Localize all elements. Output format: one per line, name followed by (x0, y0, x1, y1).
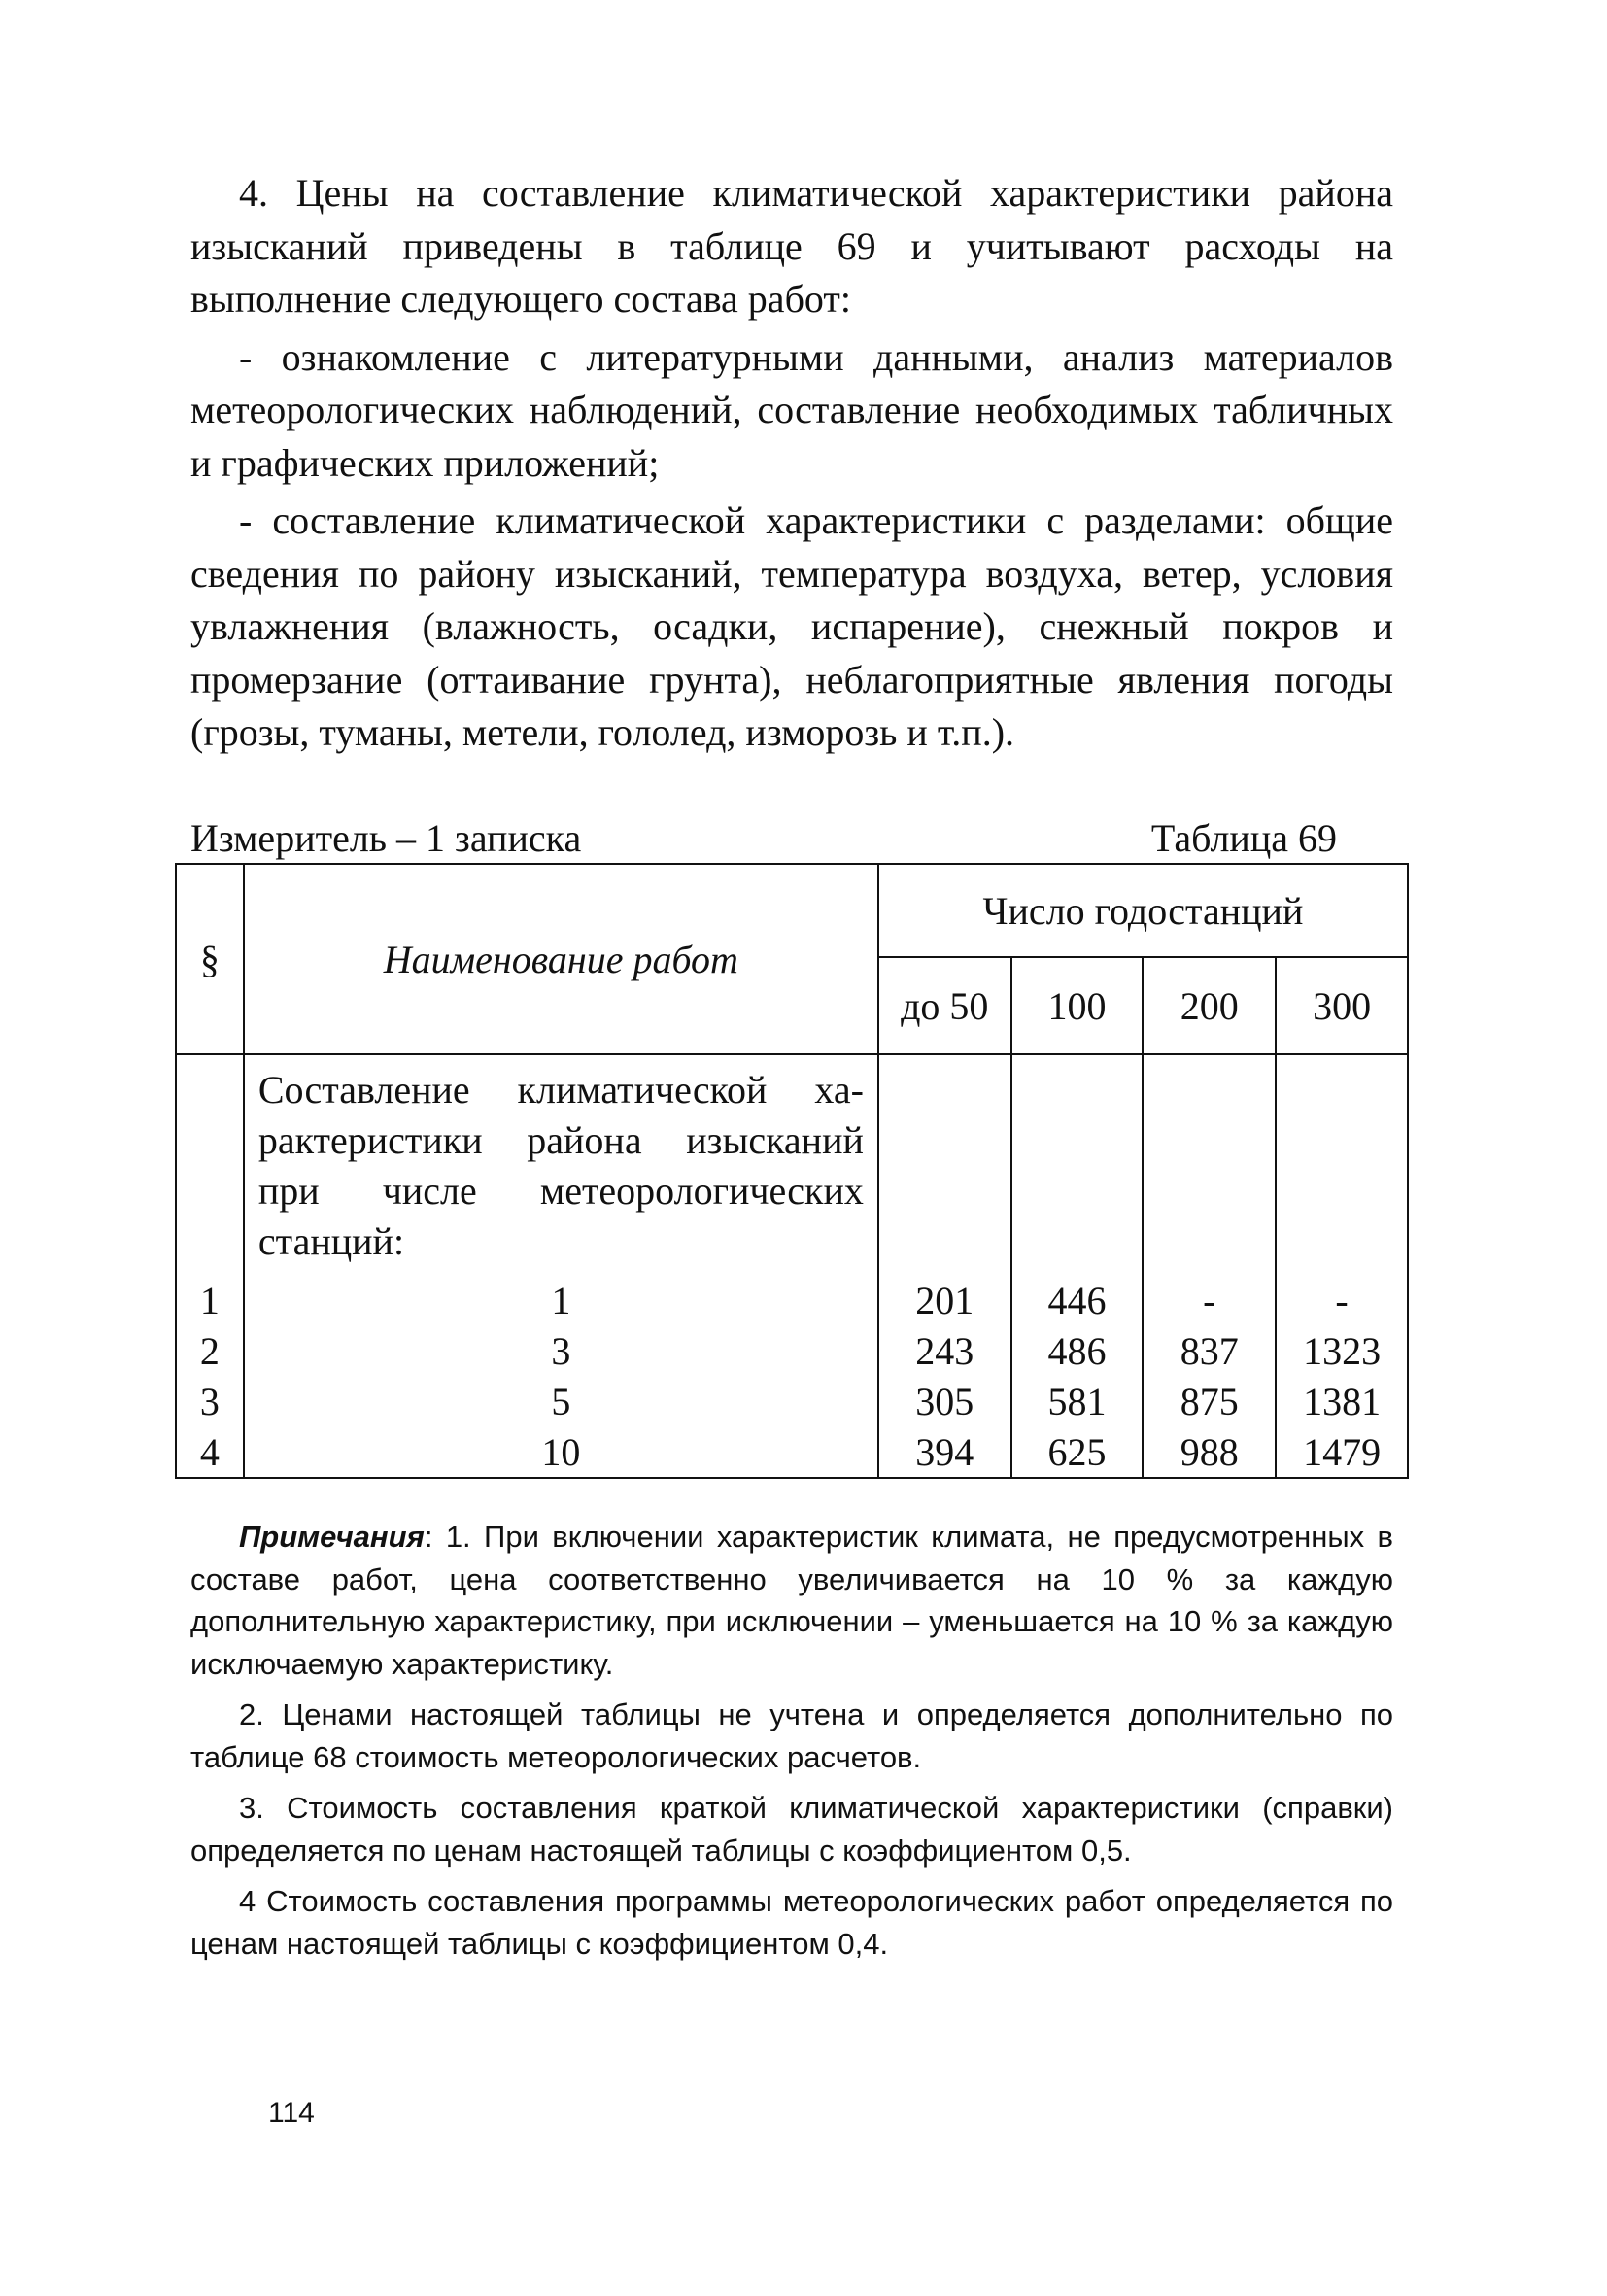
row-description (244, 1054, 878, 1275)
note-text: 1. При включении характеристик климата, не предусмотренных в составе работ, цена соответственно увеличивается на 10 % за каждую дополнительную характеристику, при исключении – уменьшается на 10 % за каждую исключаемую характеристику. (190, 1520, 1393, 1681)
table-unit: Измеритель – 1 записка (190, 816, 582, 860)
note-item: Примечания: 1. При включении характеристик климата, не предусмотренных в составе работ, цена соответственно увеличивается на 10 % за каждую дополнительную характеристику, при исключении – уменьшается на 10 % за каждую исключаемую характеристику. (190, 1520, 1393, 1681)
paragraph-prices: 4. Цены на составление климатической характеристики района изысканий приведены в таблице 69 и учитывают расходы на выполнение следующего состава работ: (190, 171, 1393, 321)
page-number: 114 (268, 2097, 315, 2129)
row-value: - (1276, 1275, 1408, 1325)
row-value: 1479 (1276, 1426, 1408, 1478)
desc-empty-cell (878, 1054, 1011, 1275)
row-value: 1323 (1276, 1325, 1408, 1376)
desc-line: станций: (257, 1219, 405, 1263)
row-section: 2 (176, 1325, 244, 1376)
row-value: 837 (1143, 1325, 1276, 1376)
price-table (175, 863, 1409, 1479)
desc-section-cell (176, 1054, 244, 1275)
row-stations: 3 (244, 1325, 878, 1376)
row-value: 446 (1011, 1275, 1144, 1325)
paragraph-item-literature: - ознакомление с литературными данными, анализ материалов метеорологических наблюдений, составление необходимых табличных и графических приложений; (190, 334, 1393, 485)
row-value: 394 (878, 1426, 1011, 1478)
row-value: 1381 (1276, 1376, 1408, 1426)
table-row (176, 1376, 1408, 1426)
header-col-100: 100 (1011, 957, 1144, 1054)
note-item: 3. Стоимость составления краткой климатической характеристики (справки) определяется по ценам настоящей таблицы с коэффициентом 0,5. (190, 1791, 1393, 1868)
note-item: 2. Ценами настоящей таблицы не учтена и определяется дополнительно по таблице 68 стоимость метеорологических расчетов. (190, 1697, 1393, 1774)
header-group: Число годостанций (878, 864, 1408, 957)
row-section: 4 (176, 1426, 244, 1478)
desc-empty-cell (1276, 1054, 1408, 1275)
row-value: 305 (878, 1376, 1011, 1426)
desc-line: Составление климатической ха- (257, 1068, 864, 1112)
table-row (176, 1275, 1408, 1325)
row-value: 581 (1011, 1376, 1144, 1426)
notes-label: Примечания (239, 1520, 425, 1554)
header-col-300: 300 (1276, 957, 1408, 1054)
header-col-200: 200 (1143, 957, 1276, 1054)
main-text (190, 167, 1393, 765)
table-title: Таблица 69 (1150, 816, 1337, 860)
header-name: Наименование работ (244, 864, 878, 1054)
desc-empty-cell (1011, 1054, 1144, 1275)
note-item: 4 Стоимость составления программы метеорологических работ определяется по ценам настоящей таблицы с коэффициентом 0,4. (190, 1884, 1393, 1961)
row-value: 201 (878, 1275, 1011, 1325)
row-value: 243 (878, 1325, 1011, 1376)
row-value: - (1143, 1275, 1276, 1325)
row-section: 1 (176, 1275, 244, 1325)
row-value: 988 (1143, 1426, 1276, 1478)
row-value: 625 (1011, 1426, 1144, 1478)
paragraph-item-characteristic: - составление климатической характеристики с разделами: общие сведения по району изысканий, температура воздуха, ветер, условия увлажнения (влажность, осадки, испарение), снежный покров и промерзание (оттаивание грунта), неблагоприятные явления погоды (грозы, туманы, метели, гололед, изморозь и т.п.). (190, 498, 1393, 754)
table-row (176, 1426, 1408, 1478)
notes-block (190, 1516, 1393, 1973)
table-caption (190, 814, 1337, 863)
header-col-50: до 50 (878, 957, 1011, 1054)
row-stations: 5 (244, 1376, 878, 1426)
table-row (176, 1325, 1408, 1376)
row-value: 486 (1011, 1325, 1144, 1376)
row-stations: 1 (244, 1275, 878, 1325)
desc-line: рактеристики района изысканий (257, 1118, 864, 1162)
header-section: § (176, 864, 244, 1054)
row-section: 3 (176, 1376, 244, 1426)
row-value: 875 (1143, 1376, 1276, 1426)
desc-line: при числе метеорологических (257, 1169, 864, 1213)
row-stations: 10 (244, 1426, 878, 1478)
desc-empty-cell (1143, 1054, 1276, 1275)
